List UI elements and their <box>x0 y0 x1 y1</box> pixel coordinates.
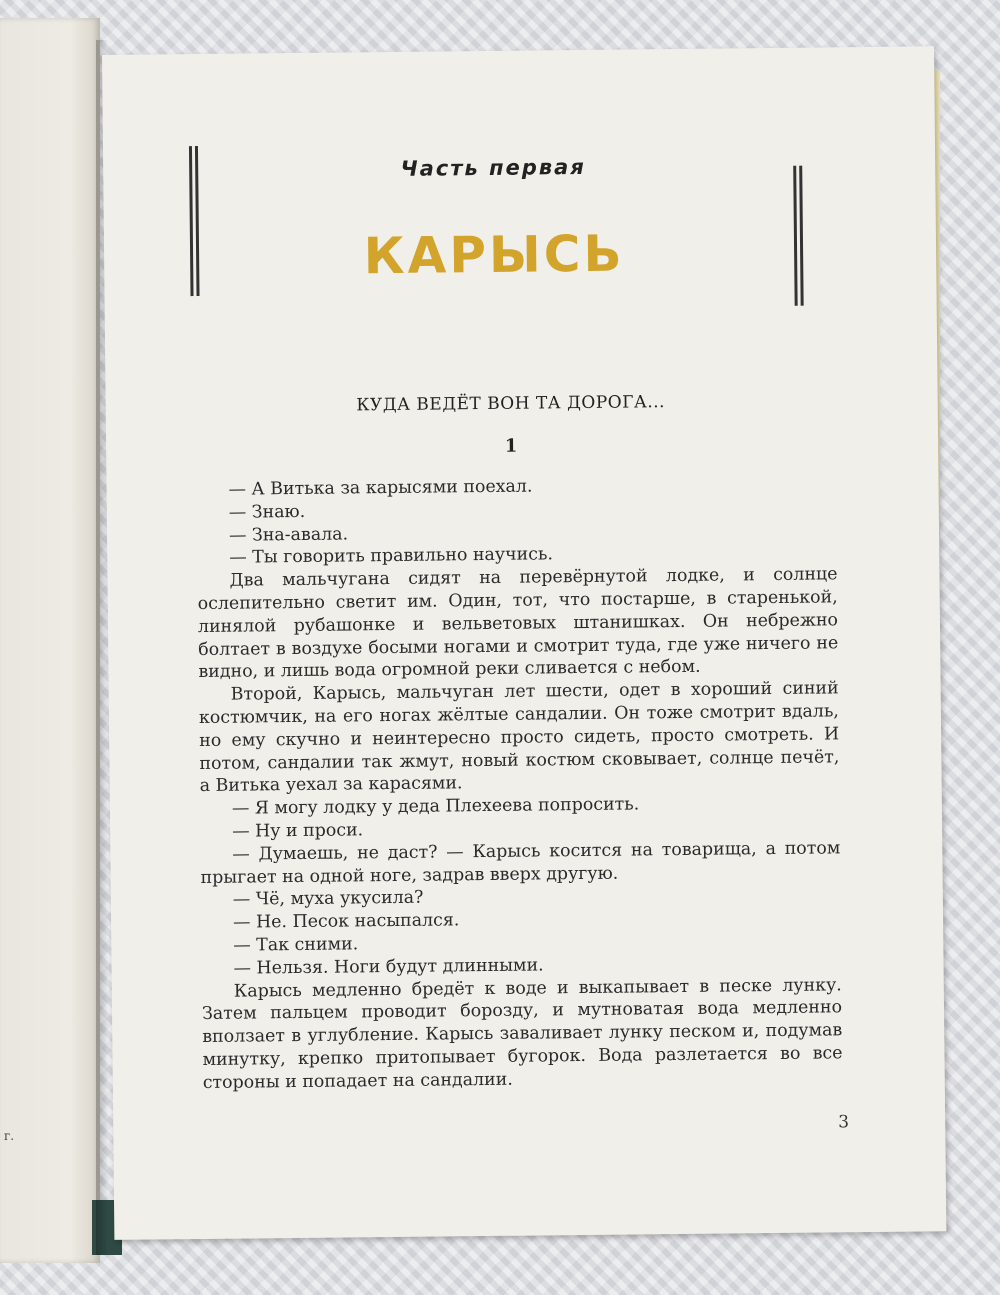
decorative-bar-right-1 <box>793 166 797 306</box>
paragraph: — Не. Песок насыпался. <box>232 910 460 933</box>
left-page <box>0 18 100 1263</box>
main-title: КАРЫСЬ <box>363 224 625 286</box>
paragraph: — Знаю. <box>228 501 306 523</box>
right-page <box>102 46 946 1240</box>
left-page-corner-text: г. <box>4 1129 15 1143</box>
paragraph: — Ну и проси. <box>232 820 364 842</box>
paragraph: — Нельзя. Ноги будут длинными. <box>233 955 544 979</box>
page-number: 3 <box>838 1112 850 1133</box>
paragraph: Два мальчугана сидят на перевёрнутой лодке, и солнце ослепительно светит им. Один, тот, что постарше, в старенькой, линялой рубашонке и вельветовых штанишках. Он небрежно болтает в воздухе босыми ногами и смотрит туда, где уже ничего не видно, и лишь вода огромной реки сливается с небом. <box>197 564 839 683</box>
paragraph: — А Витька за карысями поехал. <box>228 476 533 500</box>
body-text <box>196 472 842 1094</box>
paragraph: — Я могу лодку у деда Плехеева попросить. <box>231 794 640 819</box>
part-title: Часть первая <box>400 154 586 181</box>
paragraph: — Думаешь, не даст? — Карысь косится на товарища, а потом прыгает на одной ноге, задрав вверх другую. <box>200 838 841 888</box>
decorative-bar-left-1 <box>189 146 194 296</box>
paragraph: — Так сними. <box>233 934 359 956</box>
decorative-bar-right-2 <box>799 166 803 306</box>
paragraph: Второй, Карысь, мальчуган лет шести, одет в хороший синий костюмчик, на его ногах жёлтые сандалии. Он тоже смотрит вдаль, но ему скучно и неинтересно просто сидеть, просто смотреть. И потом, сандалии так жмут, новый костюм сковывает, солнце печёт, а Витька уехал за карасями. <box>198 678 840 797</box>
paragraph: — Чё, муха укусила? <box>232 888 424 911</box>
chapter-number: 1 <box>504 435 518 457</box>
decorative-bar-left-2 <box>195 146 200 296</box>
paragraph: — Зна-авала. <box>228 524 349 546</box>
paragraph: — Ты говорить правильно научись. <box>229 544 554 569</box>
chapter-title: КУДА ВЕДЁТ ВОН ТА ДОРОГА... <box>356 392 666 416</box>
paragraph: Карысь медленно бредёт к воде и выкапывает в песке лунку. Затем пальцем проводит борозду, и мутноватая вода медленно вползает в углубление. Карысь заваливает лунку песком и, подумав минутку, крепко притопывает бугорок. Вода разлетается во все стороны и попадает на сандалии. <box>201 974 843 1093</box>
